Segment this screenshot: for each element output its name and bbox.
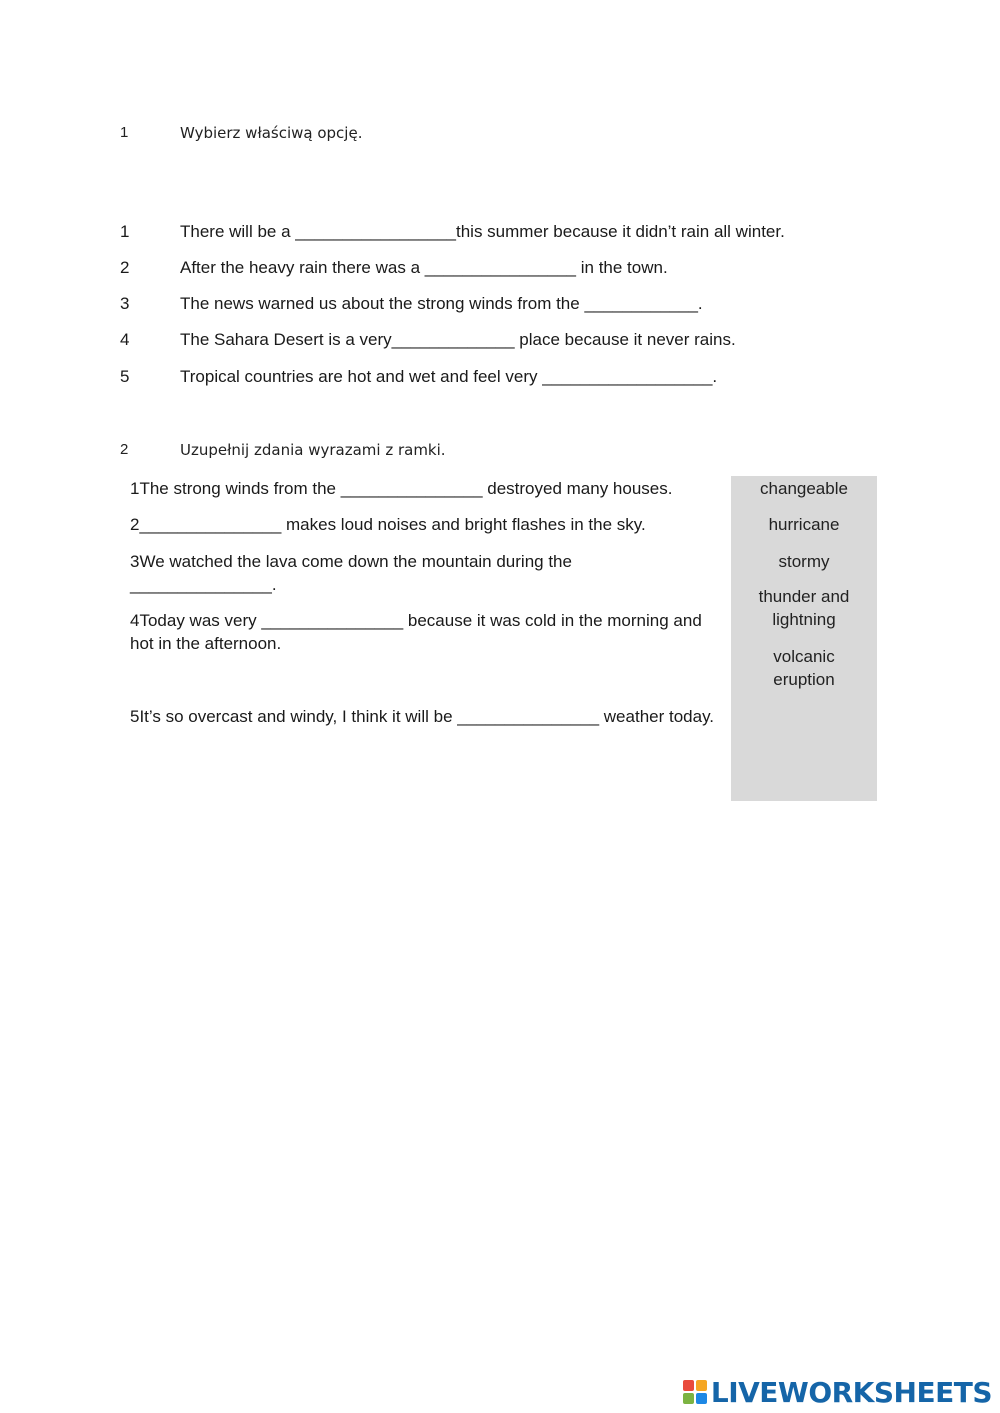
- exercise-1-instruction: Wybierz właściwą opcję.: [180, 124, 363, 142]
- word-box-item: hurricane: [768, 515, 840, 534]
- logo-square: [696, 1380, 707, 1391]
- logo-square: [696, 1393, 707, 1404]
- question-text: There will be a _________________this summer because it didn’t rain all winter.: [180, 222, 785, 241]
- word-box-item: changeable: [760, 479, 848, 498]
- question-text: Tropical countries are hot and wet and feel very __________________.: [180, 367, 718, 386]
- question-text: The Sahara Desert is a very_____________ place because it never rains.: [180, 330, 736, 349]
- exercise-1-number: 1: [120, 124, 129, 141]
- question-number: 1: [120, 222, 130, 241]
- question-number: 3: [120, 294, 130, 313]
- fill-sentence: 1The strong winds from the _______________ destroyed many houses.: [130, 479, 673, 498]
- fill-sentence: 5It’s so overcast and windy, I think it will be _______________ weather today.: [130, 707, 715, 726]
- question-number: 5: [120, 367, 130, 386]
- liveworksheets-logo[interactable]: [683, 1376, 992, 1408]
- question-text: After the heavy rain there was a ________________ in the town.: [180, 258, 668, 277]
- question-number: 2: [120, 258, 130, 277]
- word-box-item: stormy: [778, 552, 830, 571]
- fill-sentence: 2_______________ makes loud noises and bright flashes in the sky.: [130, 515, 646, 534]
- exercise-2-instruction: Uzupełnij zdania wyrazami z ramki.: [180, 441, 446, 459]
- word-box-item: volcanic eruption: [773, 647, 835, 689]
- question-text: The news warned us about the strong winds from the ____________.: [180, 294, 703, 313]
- fill-sentence: 3We watched the lava come down the mountain during the _______________.: [130, 552, 572, 594]
- liveworksheets-logo-icon: [683, 1380, 707, 1404]
- exercise-2-number: 2: [120, 441, 129, 458]
- logo-text: LIVEWORKSHEETS: [710, 1375, 992, 1409]
- logo-square: [683, 1393, 694, 1404]
- question-number: 4: [120, 330, 130, 349]
- fill-sentence: 4Today was very _______________ because it was cold in the morning and hot in the afternoon.: [130, 611, 702, 653]
- word-box-item: thunder and lightning: [758, 587, 850, 629]
- logo-square: [683, 1380, 694, 1391]
